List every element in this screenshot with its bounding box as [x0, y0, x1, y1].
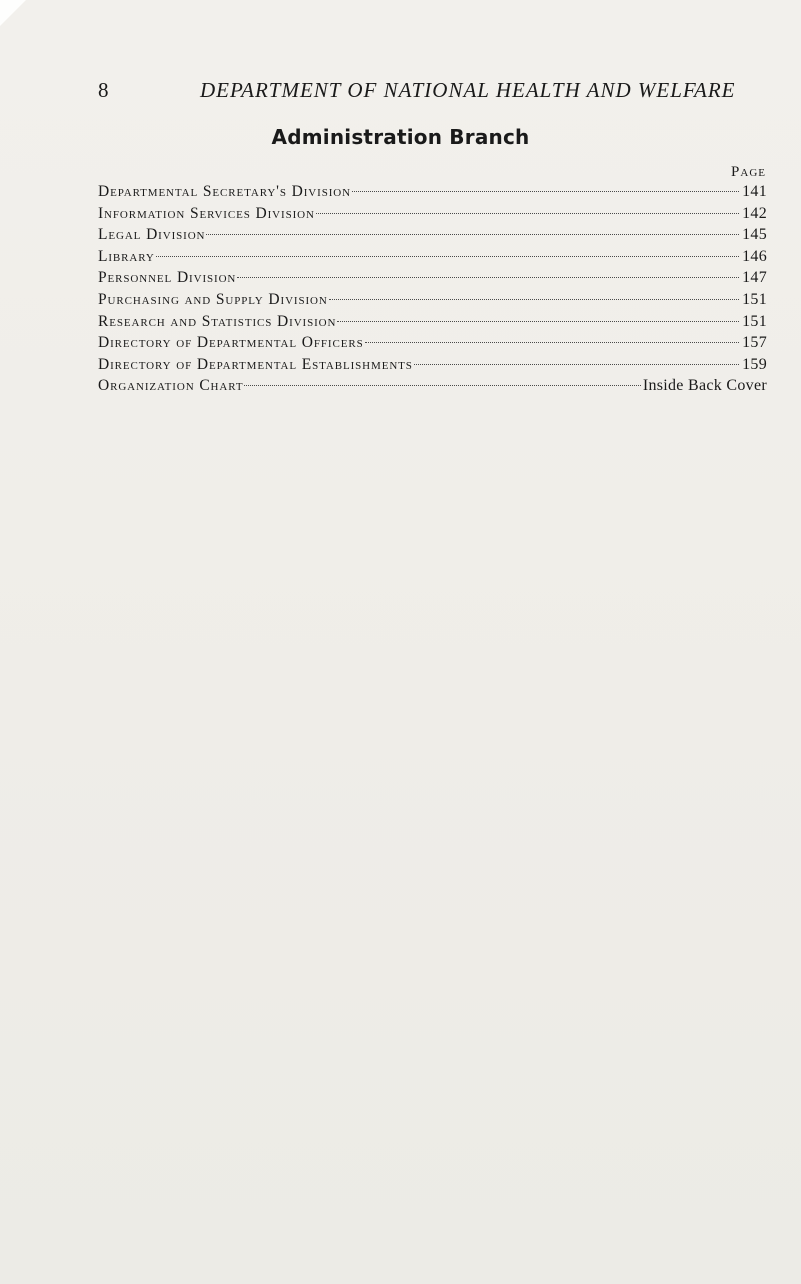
toc-entry-research-and-statistics-division[interactable]	[98, 311, 767, 333]
toc-entry-label: Directory of Departmental Establishments	[98, 355, 413, 373]
dot-leader	[237, 277, 739, 278]
toc-entry-page: 146	[742, 247, 767, 265]
dot-leader	[414, 364, 739, 365]
page-number: 8	[98, 78, 109, 102]
toc-entry-label: Directory of Departmental Officers	[98, 334, 364, 352]
dot-leader	[329, 299, 739, 300]
page-column-label: Page	[731, 164, 766, 180]
toc-entry-library[interactable]	[98, 246, 767, 268]
table-of-contents	[98, 181, 767, 397]
toc-entry-page: 141	[742, 183, 767, 200]
toc-entry-departmental-secretarys-division[interactable]	[98, 181, 767, 203]
toc-entry-page: 145	[742, 226, 767, 244]
toc-entry-label: Personnel Division	[98, 269, 237, 287]
toc-entry-label: Purchasing and Supply Division	[98, 290, 328, 308]
dot-leader	[244, 385, 640, 386]
toc-entry-label: Information Services Division	[98, 204, 315, 222]
dot-leader	[206, 234, 739, 235]
dot-leader	[337, 321, 739, 322]
page-corner	[0, 0, 26, 26]
toc-entry-label: Departmental Secretary's Division	[98, 183, 351, 200]
toc-entry-purchasing-and-supply-division[interactable]	[98, 289, 767, 311]
toc-entry-personnel-division[interactable]	[98, 267, 767, 289]
toc-entry-legal-division[interactable]	[98, 224, 767, 246]
dot-leader	[316, 213, 739, 214]
toc-entry-information-services-division[interactable]	[98, 203, 767, 225]
toc-entry-page: Inside Back Cover	[642, 377, 767, 395]
toc-entry-label: Legal Division	[98, 226, 206, 244]
dot-leader	[352, 191, 739, 192]
toc-entry-organization-chart[interactable]	[98, 375, 767, 397]
toc-entry-page: 157	[742, 334, 767, 352]
toc-entry-directory-of-departmental-establishments[interactable]	[98, 354, 767, 376]
running-title: DEPARTMENT OF NATIONAL HEALTH AND WELFARE	[200, 78, 736, 102]
section-title: Administration Branch	[271, 125, 530, 149]
toc-entry-page: 159	[742, 355, 767, 373]
toc-entry-page: 151	[742, 312, 767, 330]
toc-entry-label: Research and Statistics Division	[98, 312, 337, 330]
running-head	[98, 76, 768, 104]
dot-leader	[156, 256, 739, 257]
toc-entry-page: 142	[742, 204, 767, 222]
dot-leader	[365, 342, 740, 343]
toc-entry-page: 151	[742, 290, 767, 308]
toc-entry-label: Organization Chart	[98, 377, 244, 395]
toc-entry-label: Library	[98, 247, 155, 265]
toc-entry-page: 147	[742, 269, 767, 287]
toc-entry-directory-of-departmental-officers[interactable]	[98, 332, 767, 354]
